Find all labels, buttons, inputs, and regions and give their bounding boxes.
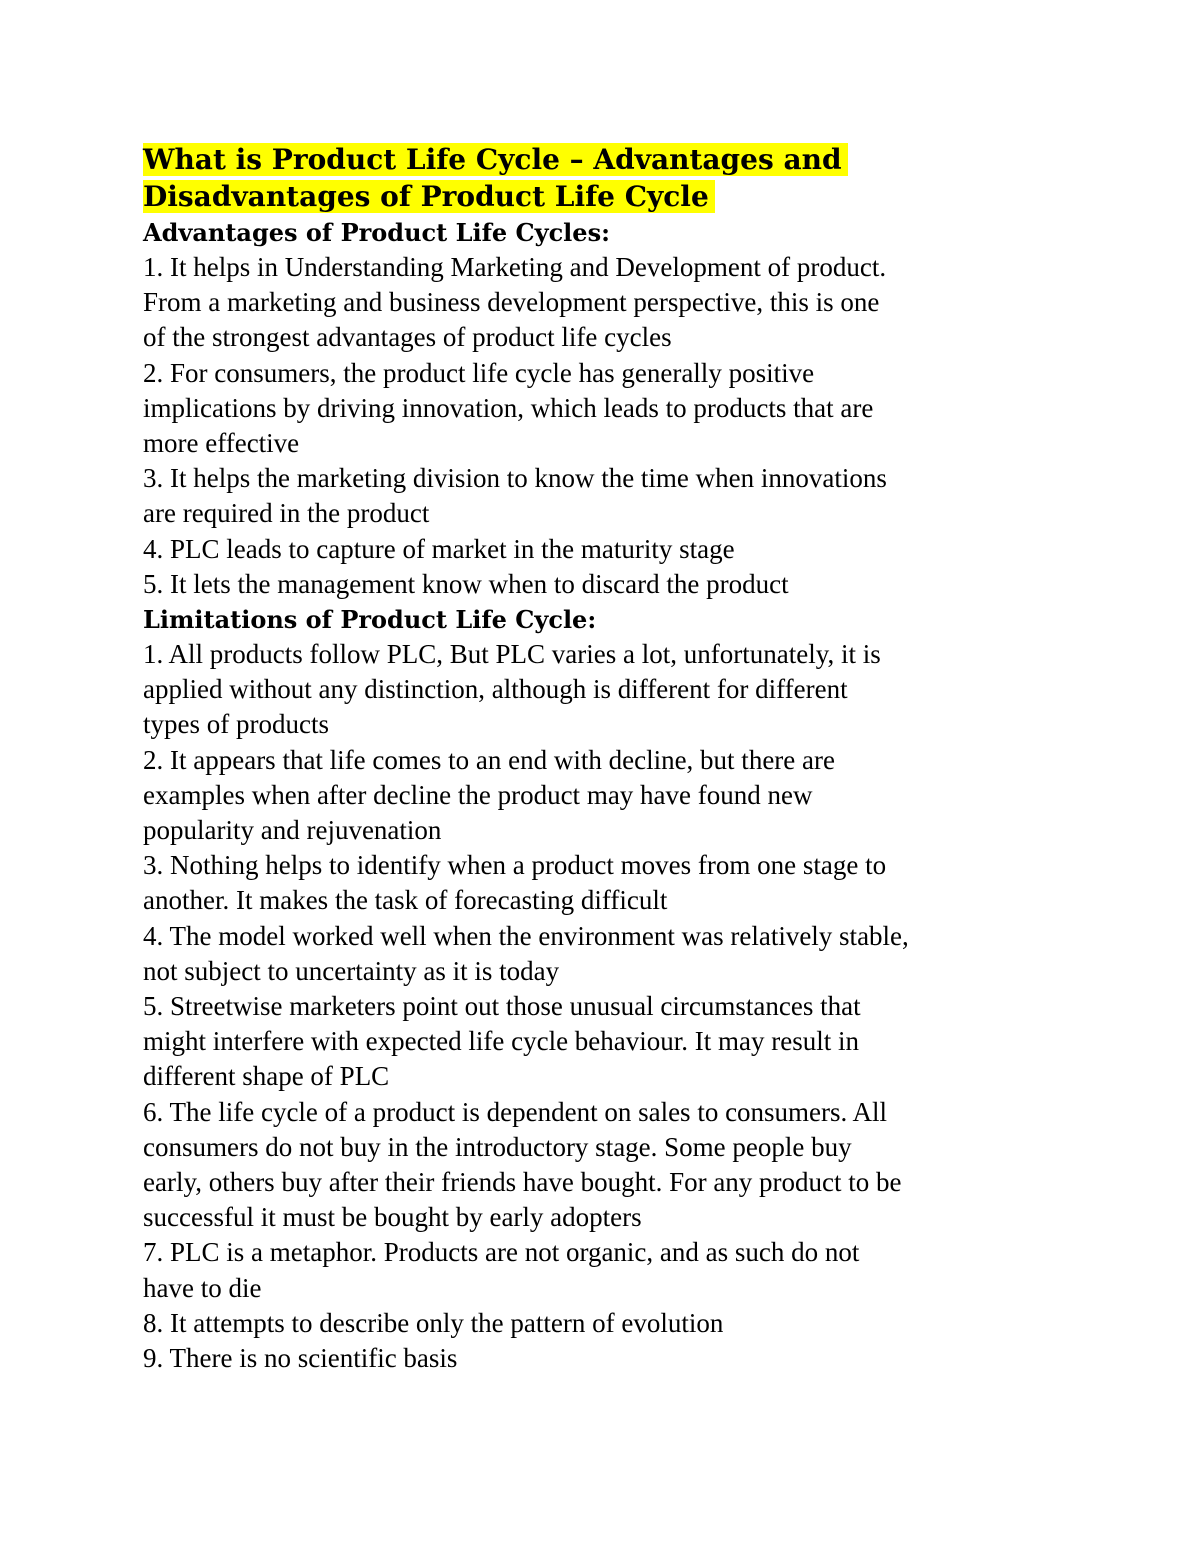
document-body [143,141,1073,1376]
text-line: 3. Nothing helps to identify when a product moves from one stage to [143,850,887,881]
text-line: another. It makes the task of forecasting difficult [143,885,668,916]
text-line: From a marketing and business development perspective, this is one [143,287,880,318]
title-highlight: What is Product Life Cycle – Advantages and [143,143,848,176]
text-line: applied without any distinction, although is different for different [143,674,848,705]
text-line: 5. Streetwise marketers point out those unusual circumstances that [143,991,861,1022]
text-line: 2. For consumers, the product life cycle has generally positive [143,357,815,388]
text-line: of the strongest advantages of product life cycles [143,322,672,353]
text-line: 6. The life cycle of a product is dependent on sales to consumers. All [143,1096,888,1127]
text-line: 4. PLC leads to capture of market in the maturity stage [143,533,735,564]
text-line: examples when after decline the product may have found new [143,779,813,810]
text-line: different shape of PLC [143,1061,390,1092]
document-title-line-1 [143,141,1073,178]
advantages-list [143,250,1073,602]
text-line: 2. It appears that life comes to an end with decline, but there are [143,744,835,775]
limitations-heading: Limitations of Product Life Cycle: [143,605,597,635]
text-line: 1. It helps in Understanding Marketing and Development of product. [143,252,887,282]
text-line: 9. There is no scientific basis [143,1343,458,1374]
text-line: types of products [143,709,329,740]
text-line: might interfere with expected life cycle behaviour. It may result in [143,1026,859,1057]
text-line: early, others buy after their friends have bought. For any product to be [143,1167,902,1198]
advantages-heading: Advantages of Product Life Cycles: [143,218,610,247]
limitations-list [143,637,1073,1376]
text-line: 4. The model worked well when the environment was relatively stable, [143,920,909,951]
document-title-line-2 [143,178,1073,215]
text-line: popularity and rejuvenation [143,815,442,846]
text-line: 7. PLC is a metaphor. Products are not organic, and as such do not [143,1237,860,1268]
text-line: implications by driving innovation, which leads to products that are [143,392,874,423]
text-line: 3. It helps the marketing division to know the time when innovations [143,463,887,494]
text-line: 5. It lets the management know when to discard the product [143,568,789,599]
text-line: 1. All products follow PLC, But PLC varies a lot, unfortunately, it is [143,639,881,670]
text-line: not subject to uncertainty as it is today [143,955,560,986]
text-line: 8. It attempts to describe only the pattern of evolution [143,1307,724,1338]
text-line: successful it must be bought by early adopters [143,1202,642,1233]
text-line: consumers do not buy in the introductory stage. Some people buy [143,1131,852,1162]
text-line: are required in the product [143,498,430,529]
text-line: have to die [143,1272,262,1303]
title-highlight: Disadvantages of Product Life Cycle [143,180,715,213]
text-line: more effective [143,428,300,459]
